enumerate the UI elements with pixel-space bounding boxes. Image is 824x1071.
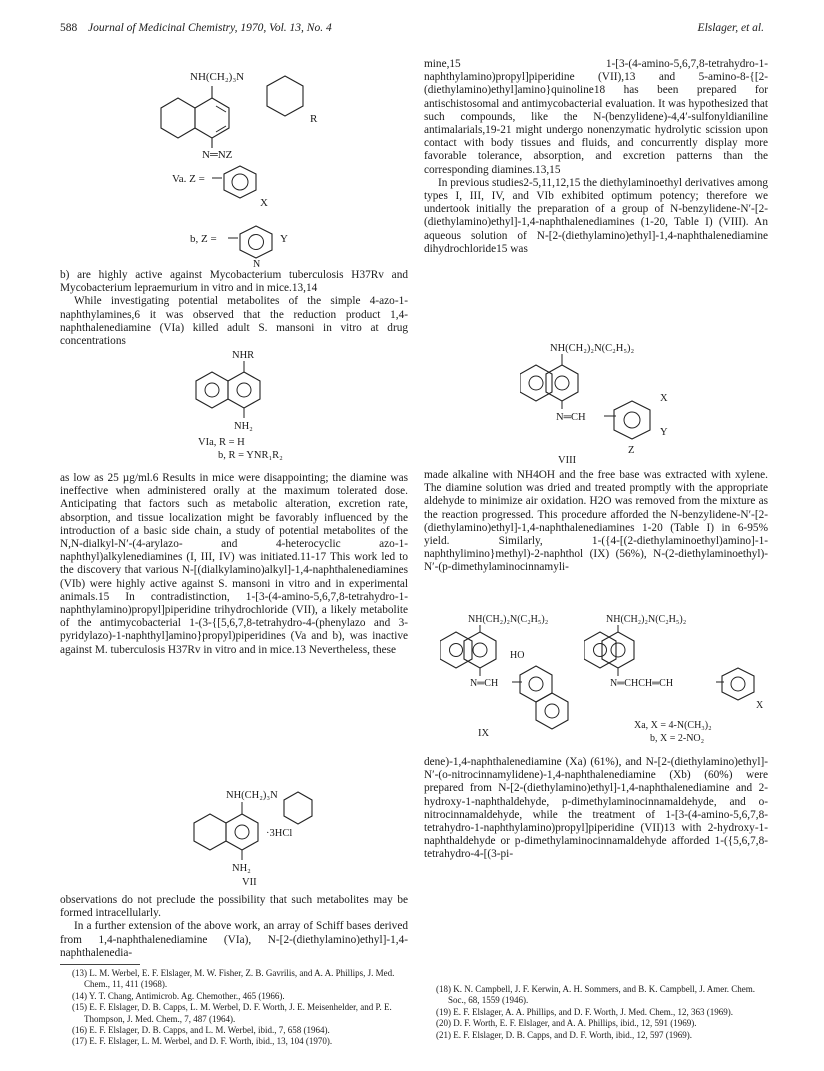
ix-side-chain: NH(CH₂)₂N(C₂H₅)₂ (468, 614, 549, 625)
xb-label: b, X = 2-NO₂ (650, 733, 705, 744)
left-column-mid (60, 472, 408, 657)
va-label: Va. Z = (172, 173, 205, 185)
viii-label: VIII (558, 455, 577, 465)
footnotes-right (436, 984, 768, 1041)
footnote-15: (15) E. F. Elslager, D. B. Capps, L. M. Werbel, D. F. Worth, J. E. Meisenhelder, and P. E. Thompson, J. Med. Chem., 7, 487 (1964). (72, 1002, 392, 1024)
vii-side-chain: NH(CH₂)₃N (226, 790, 278, 801)
via-label: VIa, R = H (198, 437, 245, 448)
right-para-1: mine,15 1-[3-(4-amino-5,6,7,8-tetrahydro-1-naphthylamino)propyl]piperidine (VII),13 and 5-amino-8-{[2-(diethylamino)ethyl]amino}quinoline18 has been prepared for antischistosomal and antimycobacterial evaluation. It was hypothesized that such compounds, like the N-(benzylidene)-4,4′-sulfonyldianiline antimalarials,19-21 might undergo nonenzymatic hydrolytic scission upon contact with body tissues and fluids, and concurrently display more favorable tolerance, absorption, and excretion patterns than the corresponding diamines.13,15 (424, 58, 768, 176)
right-column-bottom (424, 756, 768, 862)
page-number: 588 (60, 22, 78, 34)
footnote-21: (21) E. F. Elslager, D. B. Capps, and D. F. Worth, ibid., 12, 597 (1969). (436, 1029, 693, 1040)
right-para-2: In previous studies2-5,11,12,15 the diethylaminoethyl derivatives among types I, III, IV, and VIb exhibited optimum potency; therefore we undertook initially the preparation of a group of N-benzylidene-N′-[2-(diethylamino)ethyl]-1,4-naphthalenediamines (1-20, Table I) (VIII). An aqueous solution of N-[2-(diethylamino)ethyl]-1,4-naphthalenediamine dihydrochloride15 was (424, 176, 768, 255)
structure-vii (170, 784, 340, 894)
left-para-4: observations do not preclude the possibility that such metabolites may be formed intracellularly. (60, 894, 408, 920)
structure-va-vb (150, 58, 350, 268)
footnote-18: (18) K. N. Campbell, J. F. Kerwin, A. H. Sommers, and B. K. Campbell, J. Amer. Chem. Soc., 68, 1559 (1946). (436, 984, 756, 1006)
journal-citation: Journal of Medicinal Chemistry, 1970, Vol. 13, No. 4 (88, 22, 332, 34)
running-header (60, 22, 764, 40)
x-x-label: X (756, 700, 764, 711)
footnotes-left (72, 968, 408, 1048)
viii-y: Y (660, 427, 668, 438)
x-side-chain: NH(CH₂)₂N(C₂H₅)₂ (606, 614, 687, 625)
va-side-chain: NH(CH₂)₃N (190, 71, 245, 83)
xa-label: Xa, X = 4-N(CH₃)₂ (634, 720, 712, 731)
structure-viii (520, 339, 720, 465)
x-chain: N═CHCH═CH (610, 678, 674, 689)
va-r-label: R (310, 113, 318, 125)
vib-label: b, R = YNR₁R₂ (218, 450, 283, 461)
left-para-3: as low as 25 µg/ml.6 Results in mice were disappointing; the diamine was ineffective when administered orally at the maximum tolerated dose. Anticipating that factors such as metabolic alteration, excretion rate, absorption, and tissue localization might be favorably influenced by the introduction of a basic side chain, a study of potential metabolites of the N,N-dialkyl-N′-(4-arylazo- and 4-heterocyclic azo-1-naphthyl)alkylenediamines (I, III, IV) was initiated.11-17 This work led to the discovery that various N-[(dialkylamino)alkyl]-1,4-naphthalenediamines (VIb) were highly active against S. mansoni in vitro and in experimental animals.15 In contradistinction, 1-[3-(4-amino-5,6,7,8-tetrahydro-1-naphthylamino)propyl]piperidine trihydrochloride (VII), a likely metabolite of the antimycobacterial 1-(3-{[5,6,7,8-tetrahydro-4-(phenylazo and 3-pyridylazo)-1-naphthyl]amino}propyl)piperidines (Va and b), was inactive against M. tuberculosis H37Rv in vitro and in mice.13 Nevertheless, these (60, 472, 408, 656)
footnote-16: (16) E. F. Elslager, D. B. Capps, and L. M. Werbel, ibid., 7, 658 (1964). (72, 1025, 330, 1036)
ix-label: IX (478, 728, 490, 739)
right-column-mid (424, 469, 768, 575)
running-authors: Elslager, et al. (697, 22, 764, 34)
left-para-5: In a further extension of the above work, an array of Schiff bases derived from 1,4-naphthalenediamine (VIa), N-[2-(diethylamino)ethyl]-1,4-naphthalenedia- (60, 920, 408, 959)
structure-ix (440, 610, 590, 740)
viii-x: X (660, 393, 668, 404)
left-para-2: While investigating potential metabolites of the simple 4-azo-1-naphthylamines,6 it was observed that the reduction product 1,4-naphthalenediamine (VIa) killed adult S. mansoni in vitro at drug concentrations (60, 295, 408, 348)
vii-label: VII (242, 877, 257, 888)
va-x-label: X (260, 197, 268, 209)
footnote-20: (20) D. F. Worth, E. F. Elslager, and A. A. Phillips, ibid., 12, 591 (1969). (436, 1018, 697, 1029)
footnote-13: (13) L. M. Werbel, E. F. Elslager, M. W. Fisher, Z. B. Gavrilis, and A. A. Phillips, J. Med. Chem., 11, 411 (1968). (72, 968, 395, 990)
left-column-top (60, 269, 408, 348)
vii-nh2: NH₂ (232, 863, 251, 874)
vb-n-label: N (253, 259, 261, 268)
via-nhr: NHR (232, 350, 255, 361)
ix-imine: N═CH (470, 678, 499, 689)
viii-imine: N═CH (556, 412, 586, 423)
structure-x (584, 610, 774, 745)
viii-side-chain: NH(CH₂)₂N(C₂H₅)₂ (550, 343, 635, 354)
structure-via-vib (186, 346, 306, 464)
right-para-4: dene)-1,4-naphthalenediamine (Xa) (61%), and N-[2-(diethylamino)ethyl]-N′-(o-nitrocinnamylidene)-1,4-naphthalenediamine (Xb) (60%) were prepared from N-[2-(diethylamino)ethyl]-1,4-naphthalenediamine and 2-hydroxy-1-naphthaldehyde, p-dimethylaminocinnamaldehyde, and o-nitrocinnamaldehyde, while the treatment of 1-[3-(4-amino-5,6,7,8-tetrahydro-1-naphthylamino)propyl]piperidine (VII)13 with 2-hydroxy-1-naphthaldehyde or p-dimethylaminocinnamaldehyde afforded 1-({5,6,7,8-tetrahydro-4-[(3-pi- (424, 756, 768, 861)
vb-y-label: Y (280, 233, 288, 245)
right-para-3: made alkaline with NH4OH and the free base was extracted with xylene. The diamine solution was dried and treated promptly with the appropriate aldehyde to minimize air oxidation. H2O was removed from the mixture as the reaction progressed. This procedure afforded the N-benzylidene-N′-[2-(diethylamino)ethyl]-1,4-naphthalenediamines 1-20 (Table I) in 6-95% yield. Similarly, 1-({4-[(2-diethylaminoethyl)amino]-1-naphthylimino}methyl)-2-naphthol (IX) (56%), N-(2-diethylaminoethyl)-N′-(p-dimethylaminocinnamyli- (424, 469, 768, 574)
footnote-rule-left (60, 964, 140, 965)
viii-z: Z (628, 445, 635, 456)
footnote-17: (17) E. F. Elslager, L. M. Werbel, and D. F. Worth, ibid., 13, 104 (1970). (72, 1036, 333, 1047)
vii-salt: ·3HCl (266, 828, 293, 839)
footnote-19: (19) E. F. Elslager, A. A. Phillips, and D. F. Worth, J. Med. Chem., 12, 363 (1969). (436, 1006, 734, 1017)
vb-label: b, Z = (190, 233, 217, 245)
right-column-top (424, 58, 768, 256)
footnote-14: (14) Y. T. Chang, Antimicrob. Ag. Chemother., 465 (1966). (72, 990, 285, 1001)
via-nh2: NH₂ (234, 421, 253, 432)
left-column-bottom (60, 894, 408, 960)
va-azo-label: N═NZ (202, 149, 233, 161)
left-para-1: b) are highly active against Mycobacterium tuberculosis H37Rv and Mycobacterium lepraemurium in vitro and in mice.13,14 (60, 269, 408, 295)
ix-ho: HO (510, 650, 525, 661)
